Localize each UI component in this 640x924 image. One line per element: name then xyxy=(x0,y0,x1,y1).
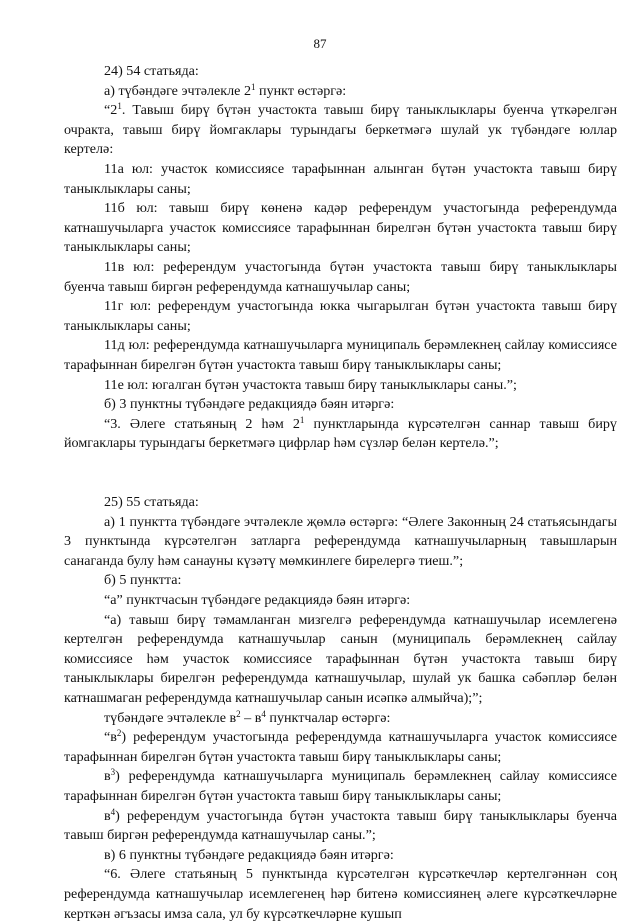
paragraph-item-b xyxy=(64,395,617,415)
text-run: 25) 55 статьяда: xyxy=(104,494,199,511)
text-run: ) референдум участогында референдумда катнашучыларга участок комиссиясе тарафыннан бирелгән бүтән участокта тавыш бирү таныклыклары саны; xyxy=(64,729,617,765)
paragraph-subitem-a xyxy=(64,611,617,709)
superscript: 3 xyxy=(110,767,116,778)
text-run: пунктларында күрсәтелгән саннар тавыш бирү йомгаклары турындагы беркетмәгә цифрлар һәм сүзләр белән кертелә.”; xyxy=(64,415,617,452)
text-run: “3. Әлеге статьяның 2 һәм 2 xyxy=(104,415,300,432)
paragraph-line-11d xyxy=(64,336,617,375)
paragraph-line-11g xyxy=(64,297,617,336)
text-run: ) референдумда катнашучыларга муниципаль берәмлекнең сайлау комиссиясе тарафыннан бирелгән бүтән участокта тавыш бирү таныклыклары саны; xyxy=(64,768,617,804)
text-run: “2 xyxy=(104,102,118,119)
text-run: “в xyxy=(104,729,117,746)
text-run: 11в юл: референдум участогында бүтән участокта тавыш бирү таныклыклары буенча тавыш биргән референдумда катнашучылар саны; xyxy=(64,258,617,295)
text-run: пункт өстәргә: xyxy=(255,82,347,99)
text-run: 11а юл: участок комиссиясе тарафыннан алынган бүтән участокта тавыш бирү таныклыклары саны; xyxy=(64,160,617,197)
superscript: 1 xyxy=(117,101,122,112)
superscript: 4 xyxy=(261,708,266,719)
text-run: ) референдум участогында бүтән участокта тавыш бирү таныклыклары буенча тавыш биргән референдумда катнашучылар саны.”; xyxy=(64,807,617,844)
text-run: в xyxy=(104,807,111,824)
text-run: 11б юл: тавыш бирү көненә кадәр референдум участогында референдумда катнашучыларга участок комиссиясе тарафыннан бирелгән бүтән участокта тавыш бирү таныклыклары саны; xyxy=(64,200,617,256)
text-run: түбәндәге эчтәлекле в xyxy=(104,709,237,726)
paragraph-point-2-1 xyxy=(64,101,617,160)
paragraph-line-11e xyxy=(64,376,617,396)
section-spacer xyxy=(64,454,617,474)
superscript: 1 xyxy=(299,414,305,425)
paragraph-article-54-heading xyxy=(64,62,617,82)
paragraph-subitem-v2 xyxy=(64,728,617,767)
text-run: “а” пунктчасын түбәндәге редакциядә бәян итәргә: xyxy=(104,592,411,609)
text-run: 24) 54 статьяда: xyxy=(104,63,199,79)
text-run: 11е юл: югалган бүтән участокта тавыш бирү таныклыклары саны.”; xyxy=(104,376,517,393)
paragraph-line-11a xyxy=(64,160,617,199)
superscript: 2 xyxy=(236,708,241,719)
text-run: а) түбәндәге эчтәлекле 2 xyxy=(104,82,251,99)
text-run: а) 1 пунктта түбәндәге эчтәлекле җөмлә өстәргә: “Әлеге Законның 24 статьясындагы 3 пунктында күрсәтелгән затларга референдумда катнашучыларның тавышларын санаганда булу һәм санауны күзәтү мөмкинлеге бирелергә тиеш.”; xyxy=(64,513,617,569)
paragraph-item-a-55 xyxy=(64,513,617,572)
superscript: 1 xyxy=(251,81,256,92)
paragraph-point-6 xyxy=(64,865,617,924)
paragraph-item-a xyxy=(64,82,617,102)
page-number: 87 xyxy=(313,36,327,51)
section-spacer xyxy=(64,473,617,493)
text-run: 11г юл: референдум участогында юкка чыгарылган бүтән участокта тавыш бирү таныклыклары саны; xyxy=(64,298,617,334)
text-run: б) 5 пунктта: xyxy=(104,572,182,589)
document-body xyxy=(64,62,617,924)
text-run: в xyxy=(104,768,111,785)
paragraph-point-3 xyxy=(64,415,617,454)
superscript: 4 xyxy=(110,806,116,817)
text-run: в) 6 пунктны түбәндәге редакциядә бәян итәргә: xyxy=(104,846,394,863)
text-run: “6. Әлеге статьяның 5 пунктында күрсәтелгән күрсәткечләр кертелгәннән соң референдумда катнашучылар исемлегенең һәр битенә комиссиянең әлеге күрсәткечләрне керткән әгъзасы имза сала, ул бу күрсәткечләрне кушып xyxy=(64,866,617,922)
paragraph-subitem-v4 xyxy=(64,807,617,846)
paragraph-line-11v xyxy=(64,258,617,297)
text-run: . Тавыш бирү бүтән участокта тавыш бирү таныклыклары буенча үткәрелгән очракта, тавыш бирү йомгаклары турындагы беркетмәгә шулай ук түбәндәге юллар кертелә: xyxy=(64,102,617,158)
paragraph-article-55-heading xyxy=(64,493,617,513)
text-run: 11д юл: референдумда катнашучыларга муниципаль берәмлекнең сайлау комиссиясе тарафыннан бирелгән бүтән участокта тавыш бирү таныклыклары саны; xyxy=(64,337,617,373)
paragraph-subitems-v2-v4-intro xyxy=(64,709,617,729)
text-run: “а) тавыш бирү тәмамланган мизгелгә референдумда катнашучылар исемлегенә кертелгән референдумда катнашучылар санын (муниципаль берәмлекнең сайлау комиссиясе һәм участок комиссиясе тарафыннан бүтән участокта тавыш бирү таныклыклары бирелгән референдумда катнашучылар, шулай ук башка сәбәпләр белән катнашмаган референдумда катнашучылар санын исәпкә алмыйча);”; xyxy=(64,611,617,706)
superscript: 2 xyxy=(116,728,122,739)
paragraph-line-11b xyxy=(64,199,617,258)
paragraph-subitem-a-intro xyxy=(64,591,617,611)
text-run: – в xyxy=(240,709,262,726)
paragraph-item-b-55 xyxy=(64,571,617,591)
text-run: пунктчалар өстәргә: xyxy=(265,709,391,726)
text-run: б) 3 пунктны түбәндәге редакциядә бәян итәргә: xyxy=(104,396,395,413)
paragraph-item-v-55 xyxy=(64,846,617,866)
paragraph-subitem-v3 xyxy=(64,767,617,806)
